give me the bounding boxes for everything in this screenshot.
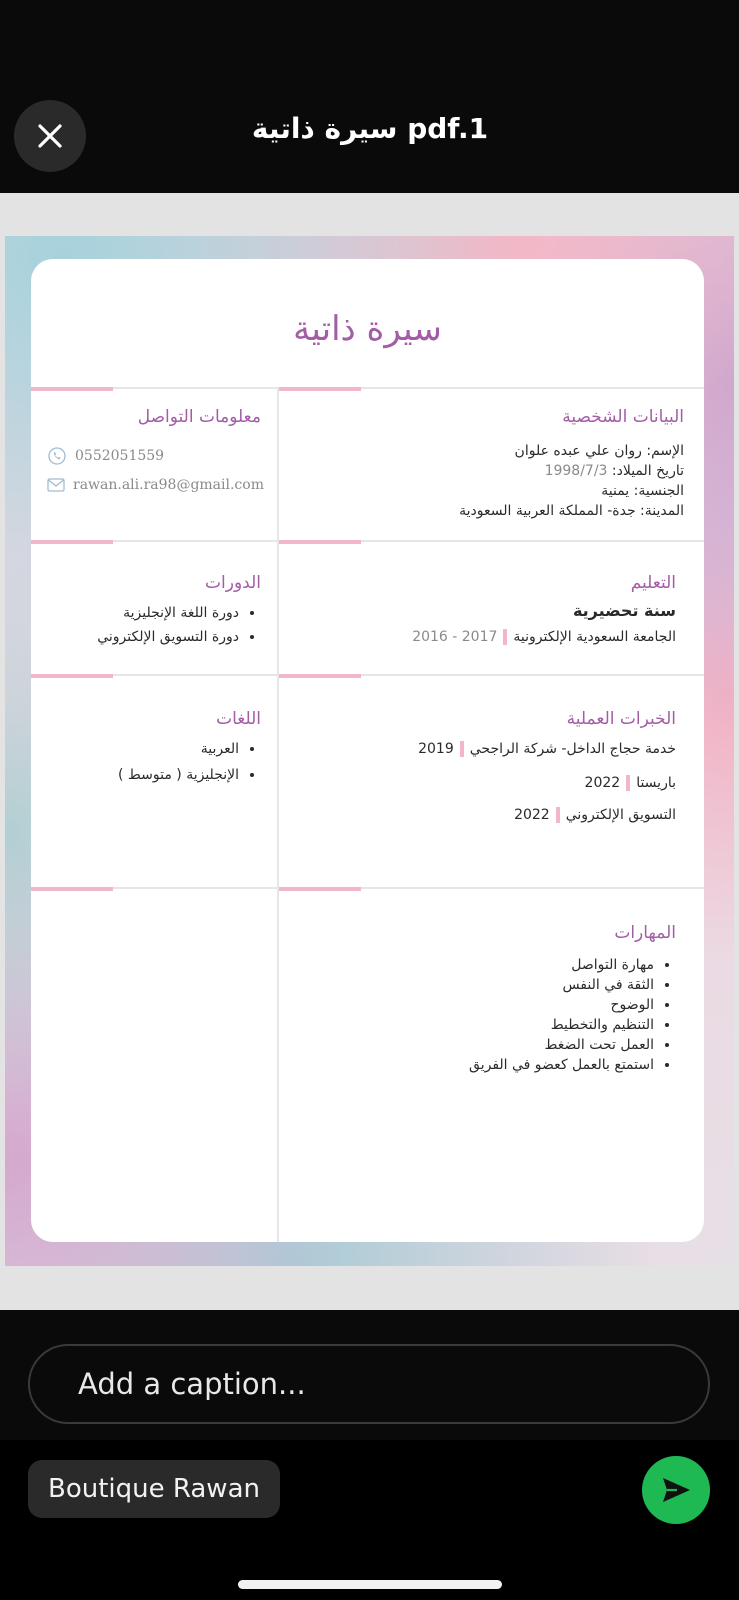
courses-title: الدورات — [205, 573, 261, 593]
home-indicator — [238, 1580, 502, 1589]
divider — [31, 540, 704, 542]
close-icon — [36, 122, 64, 150]
phone-row[interactable] — [47, 441, 261, 470]
nationality-value: يمنية — [601, 483, 630, 499]
divider — [31, 674, 704, 676]
experience-item — [293, 805, 676, 825]
nationality-label: الجنسية: — [633, 483, 684, 499]
experience-role: باريستا — [636, 775, 676, 791]
education-title: التعليم — [630, 573, 676, 593]
send-button[interactable] — [642, 1456, 710, 1524]
separator-bar — [460, 741, 464, 757]
languages-section — [47, 709, 261, 785]
experience-role: التسويق الإلكتروني — [565, 807, 676, 823]
city-line — [293, 501, 684, 521]
list-item: • دورة التسويق الإلكتروني — [47, 627, 239, 647]
experience-item — [293, 739, 676, 759]
separator-bar — [503, 629, 507, 645]
section-accent — [31, 387, 113, 391]
section-accent — [279, 887, 361, 891]
dob-line — [293, 461, 684, 481]
caption-input[interactable]: Add a caption... — [28, 1344, 710, 1424]
name-line — [293, 441, 684, 461]
education-institution: الجامعة السعودية الإلكترونية — [513, 629, 676, 645]
city-value: جدة- المملكة العربية السعودية — [459, 503, 636, 519]
contact-section — [47, 407, 264, 499]
email-value: rawan.ali.ra98@gmail.com — [73, 476, 264, 493]
courses-section — [47, 573, 261, 647]
education-section — [293, 573, 676, 647]
personal-info-title: البيانات الشخصية — [562, 407, 684, 427]
top-bar — [0, 0, 739, 193]
languages-title: اللغات — [216, 709, 261, 729]
file-title: سيرة ذاتية pdf.1 — [251, 112, 489, 145]
caption-area — [0, 1310, 739, 1440]
experience-year: 2019 — [418, 741, 454, 757]
phone-icon — [47, 446, 67, 466]
experience-year: 2022 — [584, 775, 621, 791]
education-degree: سنة تحضيرية — [572, 601, 676, 620]
skills-title: المهارات — [614, 923, 676, 943]
name-label: الإسم: — [646, 443, 684, 459]
email-row[interactable] — [47, 470, 264, 499]
languages-list — [47, 739, 261, 785]
resume-title: سيرة ذاتية — [293, 309, 442, 349]
list-item: • العربية — [47, 739, 239, 759]
dob-value: 1998/7/3 — [544, 463, 608, 479]
section-accent — [31, 887, 113, 891]
experience-year: 2022 — [514, 807, 550, 823]
list-item: • دورة اللغة الإنجليزية — [47, 603, 239, 623]
recipient-chip[interactable]: Boutique Rawan — [28, 1460, 280, 1518]
contact-title: معلومات التواصل — [137, 407, 261, 427]
list-item: • الإنجليزية ( متوسط ) — [47, 765, 239, 785]
bottom-bar — [0, 1440, 739, 1600]
separator-bar — [556, 807, 560, 823]
dob-label: تاريخ الميلاد: — [611, 463, 684, 479]
divider — [31, 387, 704, 389]
document-page — [5, 236, 734, 1266]
list-item: • العمل تحت الضغط — [293, 1035, 654, 1055]
section-accent — [31, 540, 113, 544]
name-value: روان علي عبده علوان — [514, 443, 642, 459]
experience-section — [293, 709, 676, 825]
education-years: 2016 - 2017 — [412, 629, 498, 645]
city-label: المدينة: — [640, 503, 684, 519]
nationality-line — [293, 481, 684, 501]
experience-role: خدمة حجاج الداخل- شركة الراجحي — [469, 741, 676, 757]
personal-info-section — [293, 407, 684, 521]
experience-item — [293, 773, 676, 793]
section-accent — [31, 674, 113, 678]
list-item: • استمتع بالعمل كعضو في الفريق — [293, 1055, 654, 1075]
resume-card — [31, 259, 704, 1242]
document-preview[interactable] — [0, 193, 739, 1310]
list-item: • الثقة في النفس — [293, 975, 654, 995]
email-icon — [47, 475, 65, 495]
column-divider — [277, 387, 279, 1242]
send-icon — [659, 1473, 693, 1507]
list-item: • الوضوح — [293, 995, 654, 1015]
section-accent — [279, 674, 361, 678]
list-item: • مهارة التواصل — [293, 955, 654, 975]
section-accent — [279, 387, 361, 391]
education-line — [293, 627, 676, 647]
skills-section — [293, 923, 676, 1075]
section-accent — [279, 540, 361, 544]
divider — [31, 887, 704, 889]
experience-title: الخبرات العملية — [566, 709, 676, 729]
close-button[interactable] — [14, 100, 86, 172]
phone-value: 0552051559 — [75, 447, 165, 464]
courses-list — [47, 603, 261, 647]
separator-bar — [626, 775, 630, 791]
skills-list — [293, 955, 676, 1075]
list-item: • التنظيم والتخطيط — [293, 1015, 654, 1035]
